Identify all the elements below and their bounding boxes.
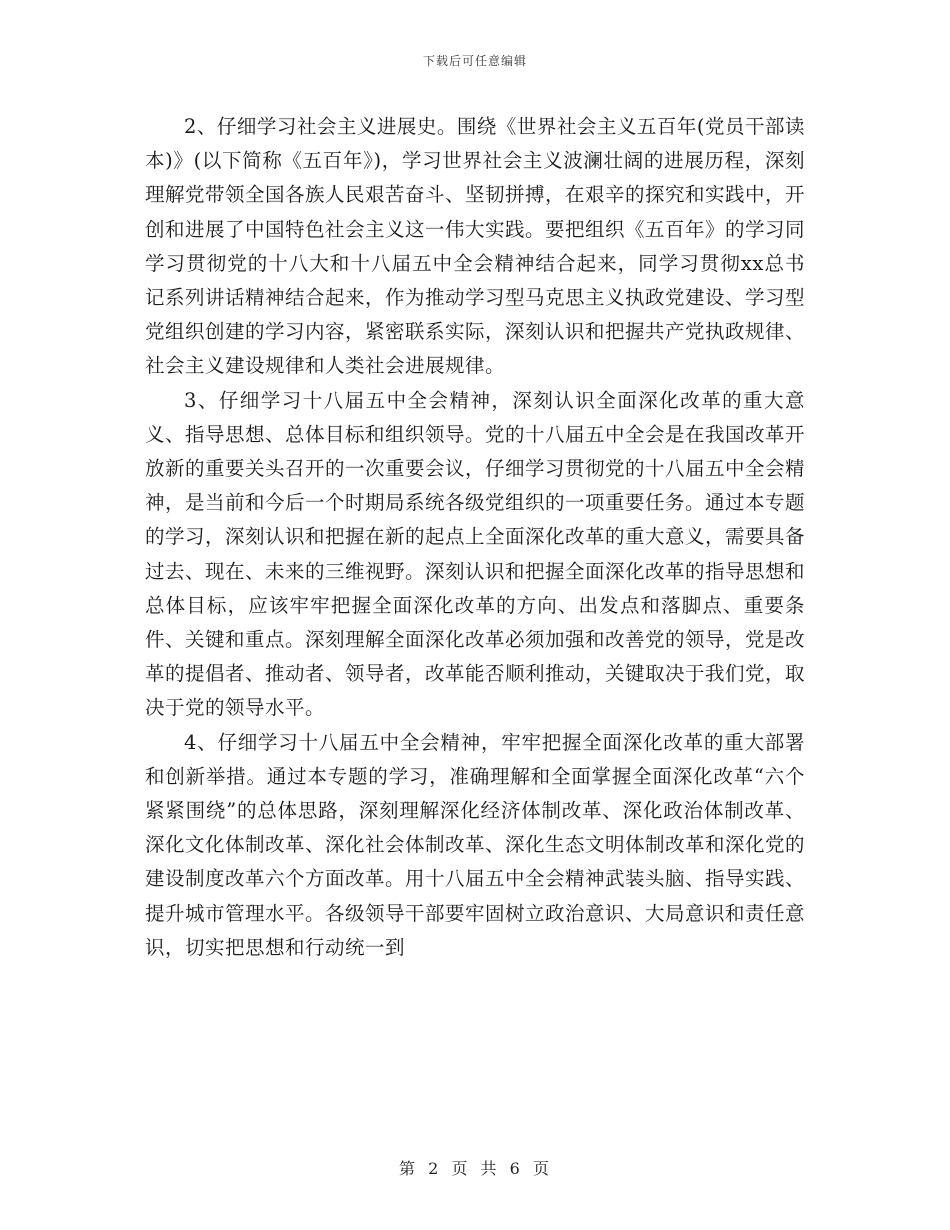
- footer-prefix: 第: [399, 1159, 418, 1178]
- paragraph-4: 4、仔细学习十八届五中全会精神，牢牢把握全面深化改革的重大部署和创新举措。通过本专题的学习，准确理解和全面掌握全面深化改革“六个紧紧围绕”的总体思路，深刻理解深化经济体制改革、深化政治体制改革、深化文化体制改革、深化社会体制改革、深化生态文明体制改革和深化党的建设制度改革六个方面改革。用十八届五中全会精神武装头脑、指导实践、提升城市管理水平。各级领导干部要牢固树立政治意识、大局意识和责任意识，切实把思想和行动统一到: [145, 730, 806, 959]
- paragraph-2: 2、仔细学习社会主义进展史。围绕《世界社会主义五百年(党员干部读本)》(以下简称《五百年》)，学习世界社会主义波澜壮阔的进展历程，深刻理解党带领全国各族人民艰苦奋斗、坚韧拼搏，在艰辛的探究和实践中，开创和进展了中国特色社会主义这一伟大实践。要把组织《五百年》的学习同学习贯彻党的十八大和十八届五中全会精神结合起来，同学习贯彻xx总书记系列讲话精神结合起来，作为推动学习型马克思主义执政党建设、学习型党组织创建的学习内容，紧密联系实际，深刻认识和把握共产党执政规律、社会主义建设规律和人类社会进展规律。: [145, 115, 806, 378]
- footer-suffix: 页: [532, 1159, 551, 1178]
- footer-current-page: 2: [428, 1159, 441, 1178]
- paragraph-3: 3、仔细学习十八届五中全会精神，深刻认识全面深化改革的重大意义、指导思想、总体目标和组织领导。党的十八届五中全会是在我国改革开放新的重要关头召开的一次重要会议，仔细学习贯彻党的十八届五中全会精神，是当前和今后一个时期局系统各级党组织的一项重要任务。通过本专题的学习，深刻认识和把握在新的起点上全面深化改革的重大意义，需要具备过去、现在、未来的三维视野。深刻认识和把握全面深化改革的指导思想和总体目标，应该牢牢把握全面深化改革的方向、出发点和落脚点、重要条件、关键和重点。深刻理解全面深化改革必须加强和改善党的领导，党是改革的提倡者、推动者、领导者，改革能否顺利推动，关键取决于我们党，取决于党的领导水平。: [145, 388, 806, 720]
- document-body: [145, 110, 805, 965]
- footer-page-word: 页: [451, 1159, 470, 1178]
- footer-total-pages: 6: [509, 1159, 522, 1178]
- footer-total-word: 共: [480, 1159, 499, 1178]
- page-footer: [0, 1156, 950, 1179]
- page-header: 下载后可任意编辑: [422, 54, 527, 68]
